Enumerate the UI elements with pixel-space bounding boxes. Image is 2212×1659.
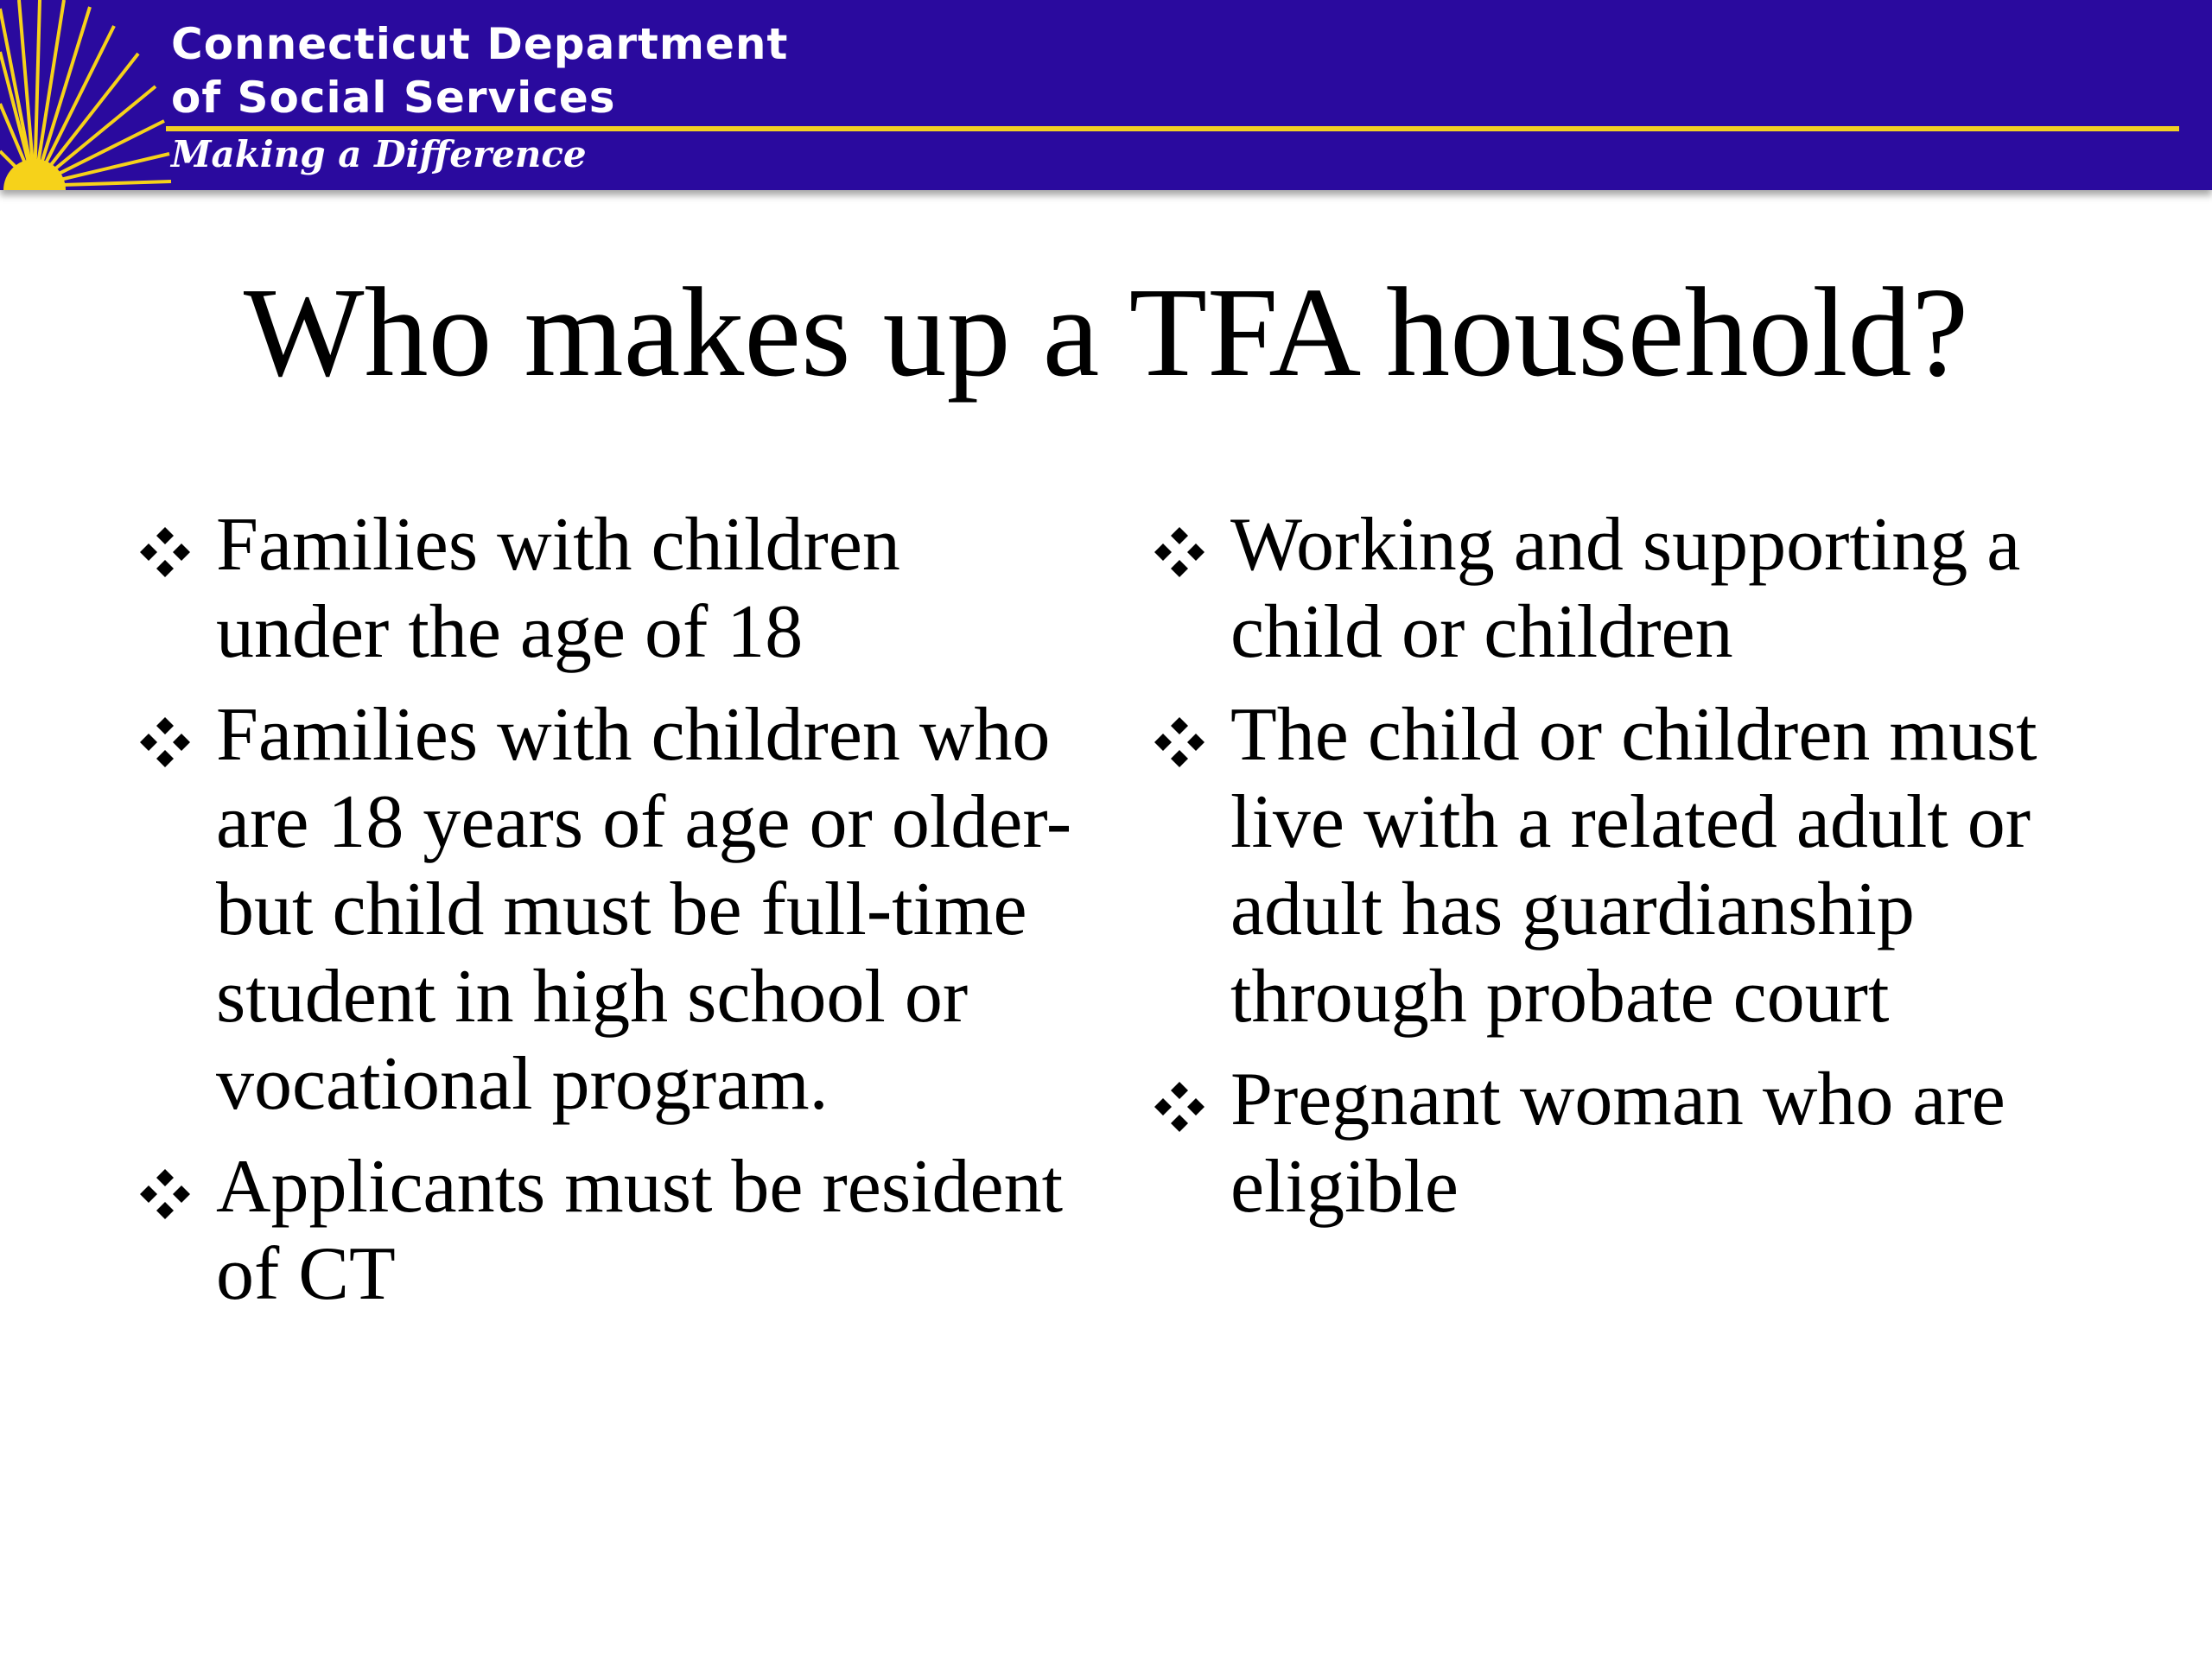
sunburst-logo-icon	[0, 0, 173, 190]
bullet-item	[137, 501, 1087, 676]
org-name-line-1: Connecticut Department	[171, 19, 789, 69]
bullet-list-right	[1151, 501, 2127, 1246]
org-name-line-2: of Social Services	[171, 73, 616, 123]
four-diamond-bullet-icon	[1151, 1078, 1208, 1135]
bullet-text: Families with children who are 18 years of age or older-but child must be full-time student in high school or vocational program.	[216, 693, 1072, 1126]
bullet-item	[1151, 1056, 2127, 1230]
bullet-text: Applicants must be resident of CT	[216, 1145, 1064, 1316]
slide-title: Who makes up a TFA household?	[243, 262, 1969, 404]
header-banner	[0, 0, 2212, 190]
four-diamond-bullet-icon	[137, 1166, 194, 1223]
bullet-item	[137, 1143, 1087, 1318]
bullet-item	[1151, 501, 2127, 676]
bullet-text: The child or children must live with a related adult or adult has guardianship through probate court	[1230, 693, 2037, 1039]
bullet-item	[137, 691, 1087, 1128]
tagline: Making a Difference	[171, 133, 587, 175]
bullet-text: Families with children under the age of 18	[216, 503, 900, 674]
bullet-text: Pregnant woman who are eligible	[1230, 1058, 2005, 1229]
four-diamond-bullet-icon	[1151, 714, 1208, 771]
four-diamond-bullet-icon	[1151, 524, 1208, 581]
bullet-item	[1151, 691, 2127, 1040]
header-divider	[166, 126, 2179, 131]
bullet-list-left	[137, 501, 1087, 1333]
four-diamond-bullet-icon	[137, 524, 194, 581]
four-diamond-bullet-icon	[137, 714, 194, 771]
bullet-text: Working and supporting a child or children	[1230, 503, 2021, 674]
